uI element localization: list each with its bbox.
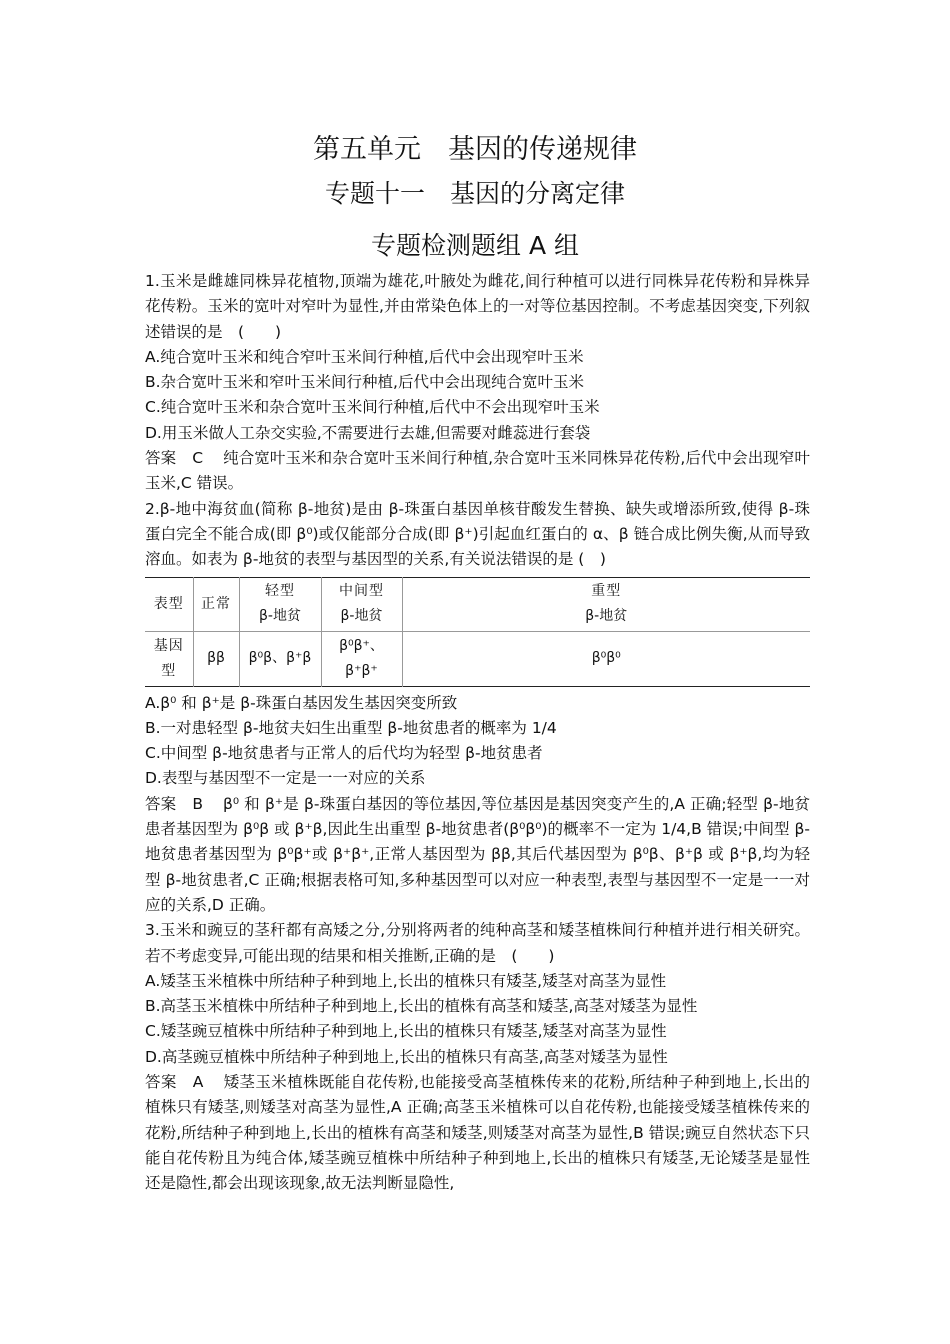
q3-answer	[145, 1070, 810, 1196]
table-row	[145, 577, 810, 631]
answer-key: A	[192, 1073, 204, 1092]
answer-label: 答案	[145, 1073, 177, 1092]
group-title: 专题检测题组 A 组	[371, 231, 579, 260]
table-header-cell	[321, 577, 402, 631]
table-header-cell: 表型	[145, 577, 193, 631]
answer-key: C	[192, 449, 204, 468]
document-body	[145, 269, 810, 1197]
header-line: 中间型	[339, 583, 384, 600]
q2-option-d: D.表型与基因型不一定是一一对应的关系	[145, 769, 426, 788]
row-label-line: 型	[161, 662, 177, 679]
q1-answer	[145, 446, 810, 497]
title-block	[0, 130, 950, 266]
q1-stem: 1.玉米是雌雄同株异花植物,顶端为雄花,叶腋处为雌花,间行种植可以进行同株异花传粉和异株异花传粉。玉米的宽叶对窄叶为显性,并由常染色体上的一对等位基因控制。不考虑基因突变,下列叙述错误的是 ( )	[145, 272, 810, 341]
q3-option-c: C.矮茎豌豆植株中所结种子种到地上,长出的植株只有矮茎,矮茎对高茎为显性	[145, 1022, 667, 1041]
table-row-label	[145, 631, 193, 686]
q2-option-a: A.β⁰ 和 β⁺是 β-珠蛋白基因发生基因突变所致	[145, 693, 458, 712]
q1-option-a: A.纯合宽叶玉米和纯合窄叶玉米间行种植,后代中会出现窄叶玉米	[145, 347, 584, 366]
table-cell: β⁰β、β⁺β	[239, 631, 321, 686]
table-row	[145, 631, 810, 686]
row-label-line: 基因	[153, 637, 184, 654]
table-cell: ββ	[193, 631, 239, 686]
cell-line: β⁺β⁺	[345, 662, 378, 679]
q2-option-b: B.一对患轻型 β-地贫夫妇生出重型 β-地贫患者的概率为 1/4	[145, 718, 557, 737]
answer-label: 答案	[145, 449, 177, 468]
q2-option-c: C.中间型 β-地贫患者与正常人的后代均为轻型 β-地贫患者	[145, 744, 543, 763]
q3-option-a: A.矮茎玉米植株中所结种子种到地上,长出的植株只有矮茎,矮茎对高茎为显性	[145, 971, 667, 990]
q1-option-b: B.杂合宽叶玉米和窄叶玉米间行种植,后代中会出现纯合宽叶玉米	[145, 373, 584, 392]
header-line: 重型	[591, 583, 622, 600]
q2-stem: 2.β-地中海贫血(简称 β-地贫)是由 β-珠蛋白基因单核苷酸发生替换、缺失或增添所致,使得 β-珠蛋白完全不能合成(即 β⁰)或仅能部分合成(即 β⁺)引起血红蛋白的 α、β 链合成比例失衡,从而导致溶血。如表为 β-地贫的表型与基因型的关系,有关说法错误的是 ( )	[145, 499, 810, 569]
q1-option-d: D.用玉米做人工杂交实验,不需要进行去雄,但需要对雌蕊进行套袋	[145, 423, 591, 442]
table-header-cell	[239, 577, 321, 631]
header-line: β-地贫	[585, 608, 628, 625]
unit-title: 第五单元 基因的传递规律	[313, 134, 637, 165]
q3-option-d: D.高茎豌豆植株中所结种子种到地上,长出的植株只有高茎,高茎对矮茎为显性	[145, 1047, 668, 1066]
q3-stem: 3.玉米和豌豆的茎秆都有高矮之分,分别将两者的纯种高茎和矮茎植株间行种植并进行相关研究。若不考虑变异,可能出现的结果和相关推断,正确的是 ( )	[145, 921, 810, 965]
answer-key: B	[192, 794, 203, 813]
q2-answer	[145, 792, 810, 918]
genotype-table	[145, 577, 810, 687]
table-cell: β⁰β⁰	[402, 631, 810, 686]
q1-option-c: C.纯合宽叶玉米和杂合宽叶玉米间行种植,后代中不会出现窄叶玉米	[145, 398, 600, 417]
table-header-cell	[402, 577, 810, 631]
answer-explanation: β⁰ 和 β⁺是 β-珠蛋白基因的等位基因,等位基因是基因突变产生的,A 正确;轻型 β-地贫患者基因型为 β⁰β 或 β⁺β,因此生出重型 β-地贫患者(β⁰β⁰)的概率不一定为 1/4,B 错误;中间型 β-地贫患者基因型为 β⁰β⁺或 β⁺β⁺,正常人基因型为 ββ,其后代基因型为 β⁰β、β⁺β 或 β⁺β,均为轻型 β-地贫患者,C 正确;根据表格可知,多种基因型可以对应一种表型,表型与基因型不一定是一一对应的关系,D 正确。	[145, 794, 810, 914]
q3-option-b: B.高茎玉米植株中所结种子种到地上,长出的植株有高茎和矮茎,高茎对矮茎为显性	[145, 997, 698, 1016]
header-line: 轻型	[265, 583, 295, 600]
answer-explanation: 矮茎玉米植株既能自花传粉,也能接受高茎植株传来的花粉,所结种子种到地上,长出的植株只有矮茎,则矮茎对高茎为显性,A 正确;高茎玉米植株可以自花传粉,也能接受矮茎植株传来的花粉,所结种子种到地上,长出的植株有高茎和矮茎,则矮茎对高茎为显性,B 错误;豌豆自然状态下只能自花传粉且为纯合体,矮茎豌豆植株中所结种子种到地上,长出的植株只有矮茎,无论矮茎是显性还是隐性,都会出现该现象,故无法判断显隐性,	[145, 1073, 810, 1193]
header-line: β-地贫	[340, 608, 383, 625]
answer-explanation: 纯合宽叶玉米和杂合宽叶玉米间行种植,杂合宽叶玉米同株异花传粉,后代中会出现窄叶玉米,C 错误。	[145, 449, 810, 493]
cell-line: β⁰β⁺、	[339, 637, 384, 654]
topic-title: 专题十一 基因的分离定律	[324, 179, 625, 208]
answer-label: 答案	[145, 794, 177, 813]
table-header-cell: 正常	[193, 577, 239, 631]
table-cell	[321, 631, 402, 686]
header-line: β-地贫	[259, 608, 301, 625]
